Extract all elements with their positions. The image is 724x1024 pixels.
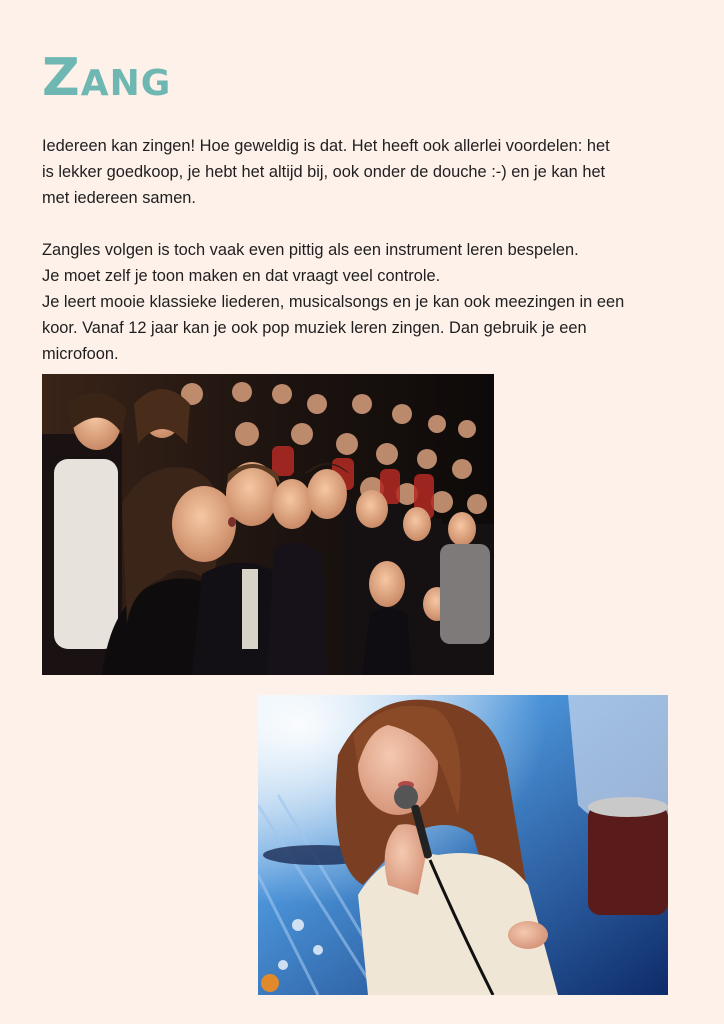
choir-photo <box>42 374 494 675</box>
singer-photo <box>258 695 668 995</box>
text-line: Je leert mooie klassieke liederen, musicalsongs en je kan ook meezingen in een <box>42 293 625 311</box>
text-line: Zangles volgen is toch vaak even pittig als een instrument leren bespelen. <box>42 241 579 259</box>
text-line: is lekker goedkoop, je hebt het altijd bij, ook onder de douche :-) en je kan het <box>42 163 606 181</box>
text-line: met iedereen samen. <box>42 189 196 207</box>
text-line: Iedereen kan zingen! Hoe geweldig is dat. Het heeft ook allerlei voordelen: het <box>42 137 610 155</box>
page-title: Zang <box>42 48 172 108</box>
body-text <box>42 133 672 367</box>
text-line: koor. Vanaf 12 jaar kan je ook pop muziek leren zingen. Dan gebruik je een <box>42 319 587 337</box>
text-line: microfoon. <box>42 345 119 363</box>
text-line: Je moet zelf je toon maken en dat vraagt veel controle. <box>42 267 441 285</box>
paragraph-gap <box>42 211 672 237</box>
